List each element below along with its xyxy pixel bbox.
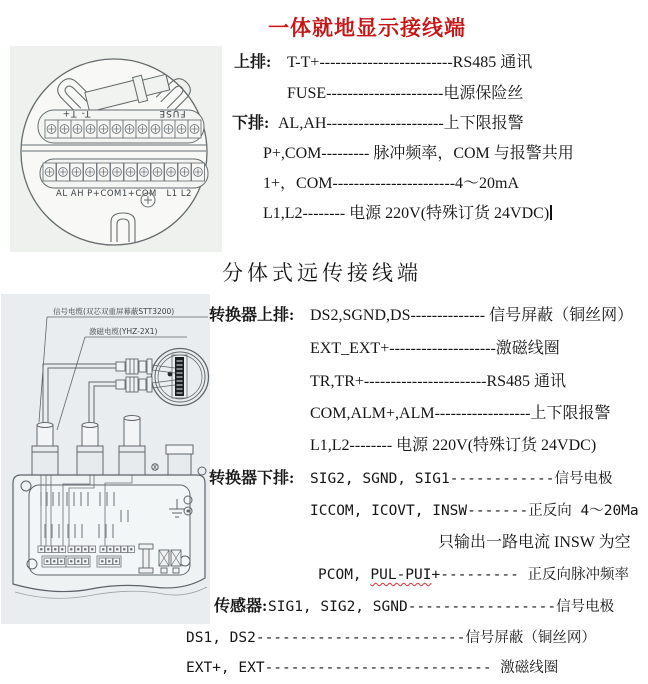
terminal-desc: --------- 脉冲频率，COM 与报警共用 [321,145,574,162]
upper-strip-label-left: T- T+ [61,108,91,118]
terminal-code: P+,COM [263,145,322,162]
wiring-row [310,501,639,521]
row-label: 传感器: [214,598,268,615]
terminal-desc: -------------------------- 激磁线圈 [264,660,559,676]
lower-strip-label: AL AH P+COM1+COM L1 L2 [56,189,192,199]
terminal-code: T-T+ [287,54,320,71]
terminal-desc: -----------------信号电极 [407,599,615,615]
wiring-row [310,339,560,359]
section-heading: 分体式远传接线端 [222,261,422,285]
page-title: 一体就地显示接线端 [268,16,466,40]
terminal-code: L1,L2 [263,205,303,222]
signal-cable-label: 信号电缆(双芯双重屏幕蔽STT3200) [53,307,175,316]
integrated-terminal-diagram [10,46,222,252]
terminal-code: PCOM, [318,567,371,583]
excitation-cable-label: 激磁电缆(YHZ-2X1) [89,327,158,336]
wiring-row [214,597,614,617]
wiring-row [234,53,532,73]
wiring-row [310,404,611,424]
terminal-code: FUSE [287,85,327,102]
terminal-desc: ------------信号电极 [449,471,613,487]
terminal-code: + [431,567,441,583]
terminal-desc: ------------------上下限报警 [434,405,611,422]
converter-box [13,467,207,598]
terminal-desc: -------------- 信号屏蔽（铜丝网） [410,307,634,324]
terminal-desc: ----------------------电源保险丝 [326,85,524,102]
wiring-row [209,306,633,326]
terminal-desc: ------------------------信号屏蔽（铜丝网） [255,630,596,646]
terminal-desc: -----------------------4～20mA [332,175,520,192]
terminal-desc: -------------------------RS485 通讯 [319,54,533,71]
terminal-code: SIG2, SGND, SIG1 [310,471,450,487]
terminal-code: DS2,SGND,DS [310,307,411,324]
wiring-note [438,533,631,553]
terminal-strip-upper [38,108,204,143]
wiring-row [263,144,574,164]
note-text: 只输出一路电流 INSW 为空 [438,534,631,551]
terminal-code: AL,AH [278,115,327,132]
wiring-row [209,469,612,489]
wiring-row [186,658,558,678]
terminal-desc: -------- 电源 220V(特殊订货 24VDC) [349,437,597,454]
wiring-row [263,174,519,194]
wiring-row [318,565,629,585]
terminal-code: EXT_EXT+ [310,340,390,357]
terminal-code: ICCOM, ICOVT, INSW [310,503,468,519]
row-label: 转换器下排: [209,470,295,487]
terminal-code: TR,TR+ [310,373,364,390]
remote-converter-diagram [1,294,210,624]
terminal-desc: -------- 电源 220V(特殊订货 24VDC) [302,205,550,222]
terminal-code: COM,ALM+,ALM [310,405,435,422]
terminal-desc: ----------------------上下限报警 [326,115,524,132]
terminal-code: EXT+, EXT [186,660,265,676]
terminal-code: 1+，COM [263,175,333,192]
row-label: 上排: [234,54,272,71]
wiring-row [186,628,596,648]
terminal-code: SIG1, SIG2, SGND [268,599,408,615]
terminal-desc: -----------------------RS485 通讯 [363,373,567,390]
terminal-desc: --------- 正反向脉冲频率 [440,567,630,583]
row-label: 转换器上排: [209,307,295,324]
wiring-row [232,114,524,134]
terminal-desc: -------正反向 4～20Ma [467,503,639,519]
terminal-code: DS1, DS2 [186,630,256,646]
wiring-row [310,436,596,456]
terminal-strip-lower [40,159,208,199]
text-cursor [550,205,552,220]
wiring-row [310,372,566,392]
terminal-code-misspelled: PUL-PUI [370,567,432,583]
row-label: 下排: [232,115,270,132]
terminal-code: L1,L2 [310,437,350,454]
wiring-row [263,204,552,224]
terminal-desc: --------------------激磁线圈 [389,340,560,357]
wiring-row [287,84,523,104]
upper-strip-label-right: FUSE [158,108,186,118]
